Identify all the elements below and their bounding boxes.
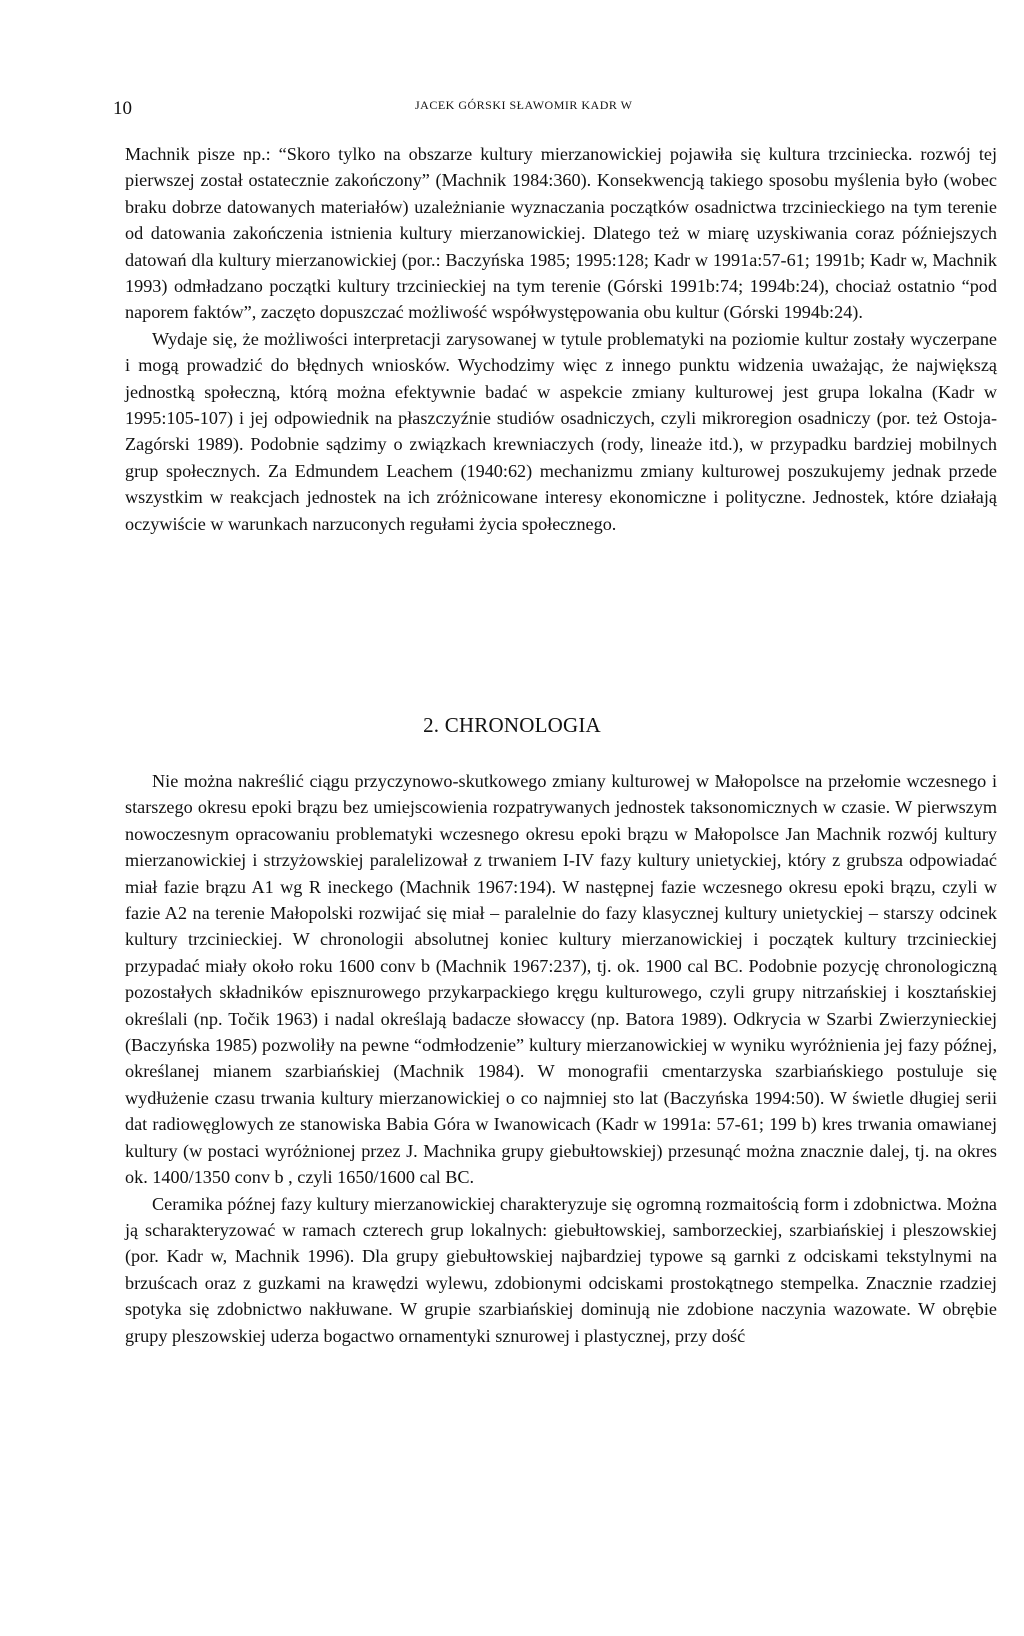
body-text-top xyxy=(125,141,997,537)
body-text-bottom xyxy=(125,768,997,1349)
paragraph: Nie można nakreślić ciągu przyczynowo-skutkowego zmiany kulturowej w Małopolsce na przełomie wczesnego i starszego okresu epoki brązu bez umiejscowienia rozpatrywanych jednostek taksonomicznych w czasie. W pierwszym nowoczesnym opracowaniu problematyki wczesnego okresu epoki brązu w Małopolsce Jan Machnik rozwój kultury mierzanowickiej i strzyżowskiej paralelizował z trwaniem I-IV fazy kultury unietyckiej, który z grubsza odpowiadać miał fazie brązu A1 wg R ineckego (Machnik 1967:194). W następnej fazie wczesnego okresu epoki brązu, czyli w fazie A2 na terenie Małopolski rozwijać się miał – paralelnie do fazy klasycznej kultury unietyckiej – starszy odcinek kultury trzcinieckiej. W chronologii absolutnej koniec kultury mierzanowickiej i początek kultury trzcinieckiej przypadać miały około roku 1600 conv b (Machnik 1967:237), tj. ok. 1900 cal BC. Podobnie pozycję chronologiczną pozostałych składników episznurowego przykarpackiego kręgu kulturowego, czyli grupy nitrzańskiej i kosztańskiej określali (np. Točik 1963) i nadal określają badacze słowaccy (np. Batora 1989). Odkrycia w Szarbi Zwierzynieckiej (Baczyńska 1985) pozwoliły na pewne “odmłodzenie” kultury mierzanowickiej w wyniku wyróżnienia jej fazy późnej, określanej mianem szarbiańskiej (Machnik 1984). W monografii cmentarzyska szarbiańskiego postuluje się wydłużenie czasu trwania kultury mierzanowickiej o co najmniej sto lat (Baczyńska 1994:50). W świetle długiej serii dat radiowęglowych ze stanowiska Babia Góra w Iwanowicach (Kadr w 1991a: 57-61; 199 b) kres trwania omawianej kultury (w postaci wyróżnionej przez J. Machnika grupy giebułtowskiej) przesunąć można znacznie dalej, tj. na okres ok. 1400/1350 conv b , czyli 1650/1600 cal BC. xyxy=(125,771,997,1188)
paragraph: Ceramika późnej fazy kultury mierzanowickiej charakteryzuje się ogromną rozmaitością form i zdobnictwa. Można ją scharakteryzować w ramach czterech grup lokalnych: giebułtowskiej, samborzeckiej, szarbiańskiej i pleszowskiej (por. Kadr w, Machnik 1996). Dla grupy giebułtowskiej najbardziej typowe są garnki z odciskami tekstylnymi na brzuścach oraz z guzkami na krawędzi wylewu, zdobionymi odciskami prostokątnego stempelka. Znacznie rzadziej spotyka się zdobnictwo nakłuwane. W grupie szarbiańskiej dominują nie zdobione naczynia wazowate. W obrębie grupy pleszowskiej uderza bogactwo ornamentyki sznurowej i plastycznej, przy dość xyxy=(125,1193,997,1346)
section-heading: 2. CHRONOLOGIA xyxy=(423,713,601,737)
running-head: JACEK GÓRSKI SŁAWOMIR KADR W xyxy=(415,98,633,112)
paragraph: Wydaje się, że możliwości interpretacji zarysowanej w tytule problematyki na poziomie kultur zostały wyczerpane i mogą prowadzić do błędnych wniosków. Wychodzimy więc z innego punktu widzenia uważając, że największą jednostką społeczną, którą można efektywnie badać w aspekcie zmiany kulturowej jest grupa lokalna (Kadr w 1995:105-107) i jej odpowiednik na płaszczyźnie studiów osadniczych, czyli mikroregion osadniczy (por. też Ostoja-Zagórski 1989). Podobnie sądzimy o związkach krewniaczych (rody, lineaże itd.), w przypadku bardziej mobilnych grup społecznych. Za Edmundem Leachem (1940:62) mechanizmu zmiany kulturowej poszukujemy jednak przede wszystkim w reakcjach jednostek na ich zróżnicowane interesy ekonomiczne i polityczne. Jednostek, które działają oczywiście w warunkach narzuconych regułami życia społecznego. xyxy=(125,328,997,534)
paragraph: Machnik pisze np.: “Skoro tylko na obszarze kultury mierzanowickiej pojawiła się kultura trzciniecka. rozwój tej pierwszej został ostatecznie zakończony” (Machnik 1984:360). Konsekwencją takiego sposobu myślenia było (wobec braku dobrze datowanych materiałów) uzależnianie wyznaczania początków osadnictwa trzcinieckiego na tym terenie od datowania zakończenia istnienia kultury mierzanowickiej. Dlatego też w miarę uzyskiwania coraz późniejszych datowań dla kultury mierzanowickiej (por.: Baczyńska 1985; 1995:128; Kadr w 1991a:57-61; 1991b; Kadr w, Machnik 1993) odmładzano początki kultury trzcinieckiej na tym terenie (Górski 1991b:74; 1994b:24), chociaż ostatnio “pod naporem faktów”, zaczęto dopuszczać możliwość współwystępowania obu kultur (Górski 1994b:24). xyxy=(125,144,997,323)
page-number: 10 xyxy=(113,98,132,119)
